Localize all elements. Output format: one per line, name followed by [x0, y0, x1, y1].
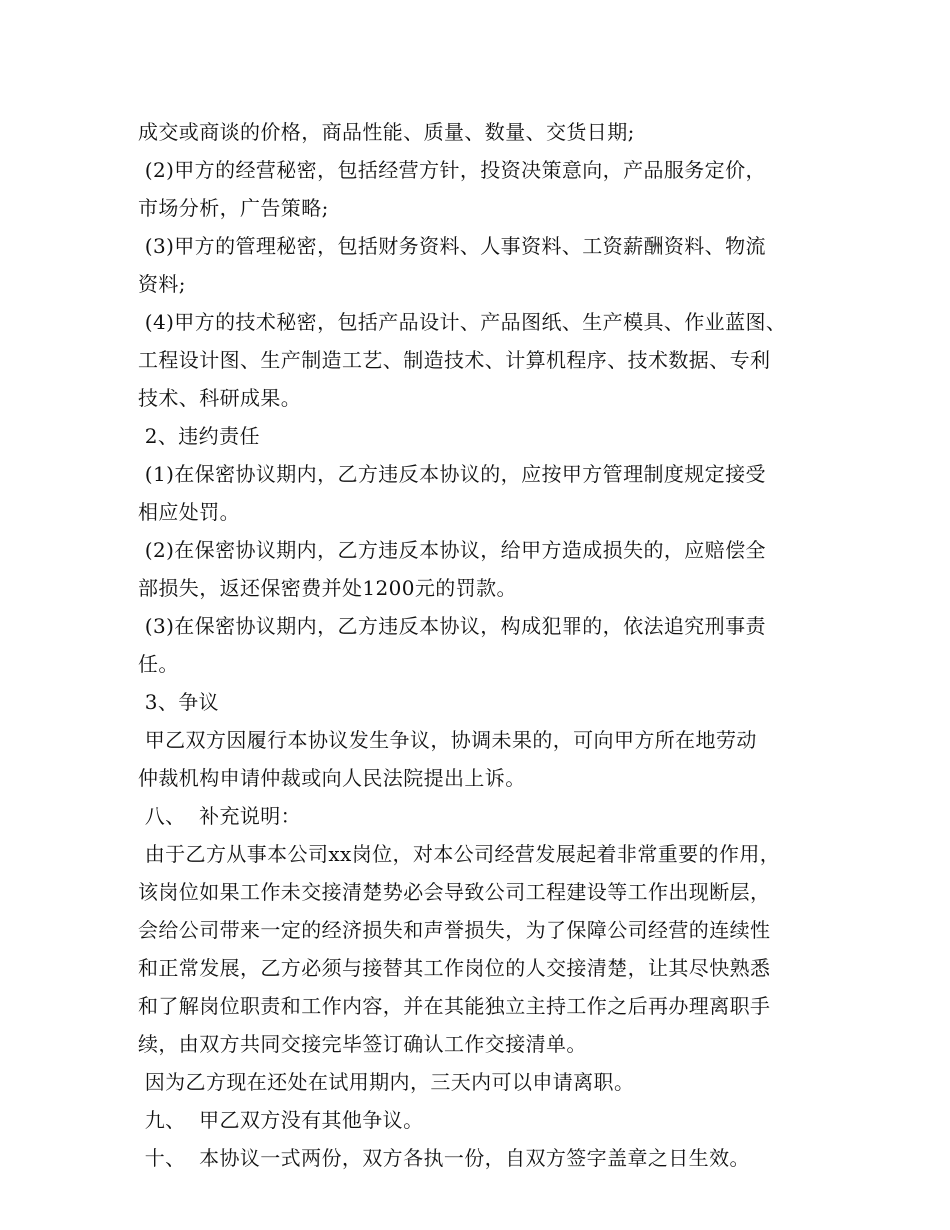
text-line: 仲裁机构申请仲裁或向人民法院提出上诉。 — [138, 766, 526, 790]
text-line: (2)在保密协议期内，乙方违反本协议，给甲方造成损失的，应赔偿全 — [138, 538, 766, 562]
text-line: 成交或商谈的价格，商品性能、质量、数量、交货日期; — [138, 120, 635, 144]
section-heading: 九、 甲乙双方没有其他争议。 — [138, 1108, 424, 1132]
text-line: 该岗位如果工作未交接清楚势必会导致公司工程建设等工作出现断层， — [138, 880, 771, 904]
text-line: 技术、科研成果。 — [138, 386, 302, 410]
text-line: 因为乙方现在还处在试用期内，三天内可以申请离职。 — [138, 1070, 635, 1094]
text-line: 由于乙方从事本公司xx岗位，对本公司经营发展起着非常重要的作用， — [138, 842, 781, 866]
text-line: 相应处罚。 — [138, 500, 240, 524]
text-line: (1)在保密协议期内，乙方违反本协议的，应按甲方管理制度规定接受 — [138, 462, 766, 486]
text-line: 市场分析，广告策略; — [138, 196, 329, 220]
text-line: 甲乙双方因履行本协议发生争议，协调未果的，可向甲方所在地劳动 — [138, 728, 757, 752]
text-line: (3)甲方的管理秘密，包括财务资料、人事资料、工资薪酬资料、物流 — [138, 234, 766, 258]
text-line: 和正常发展，乙方必须与接替其工作岗位的人交接清楚，让其尽快熟悉 — [138, 956, 771, 980]
text-line: (4)甲方的技术秘密，包括产品设计、产品图纸、生产模具、作业蓝图、 — [138, 310, 787, 334]
text-line: 资料; — [138, 272, 186, 296]
text-line: (3)在保密协议期内，乙方违反本协议，构成犯罪的，依法追究刑事责 — [138, 614, 766, 638]
text-line: 任。 — [138, 652, 179, 676]
section-heading: 十、 本协议一式两份，双方各执一份，自双方签字盖章之日生效。 — [138, 1146, 750, 1170]
text-line: (2)甲方的经营秘密，包括经营方针，投资决策意向，产品服务定价， — [138, 158, 766, 182]
text-line: 和了解岗位职责和工作内容，并在其能独立主持工作之后再办理离职手 — [138, 994, 771, 1018]
section-heading: 八、 补充说明： — [138, 804, 302, 828]
section-heading: 2、违约责任 — [138, 424, 260, 448]
text-line: 工程设计图、生产制造工艺、制造技术、计算机程序、技术数据、专利 — [138, 348, 771, 372]
text-line: 部损失，返还保密费并处1200元的罚款。 — [138, 576, 517, 600]
text-line: 会给公司带来一定的经济损失和声誉损失，为了保障公司经营的连续性 — [138, 918, 771, 942]
text-line: 续，由双方共同交接完毕签订确认工作交接清单。 — [138, 1032, 587, 1056]
section-heading: 3、争议 — [138, 690, 220, 714]
document-body — [138, 113, 828, 1177]
